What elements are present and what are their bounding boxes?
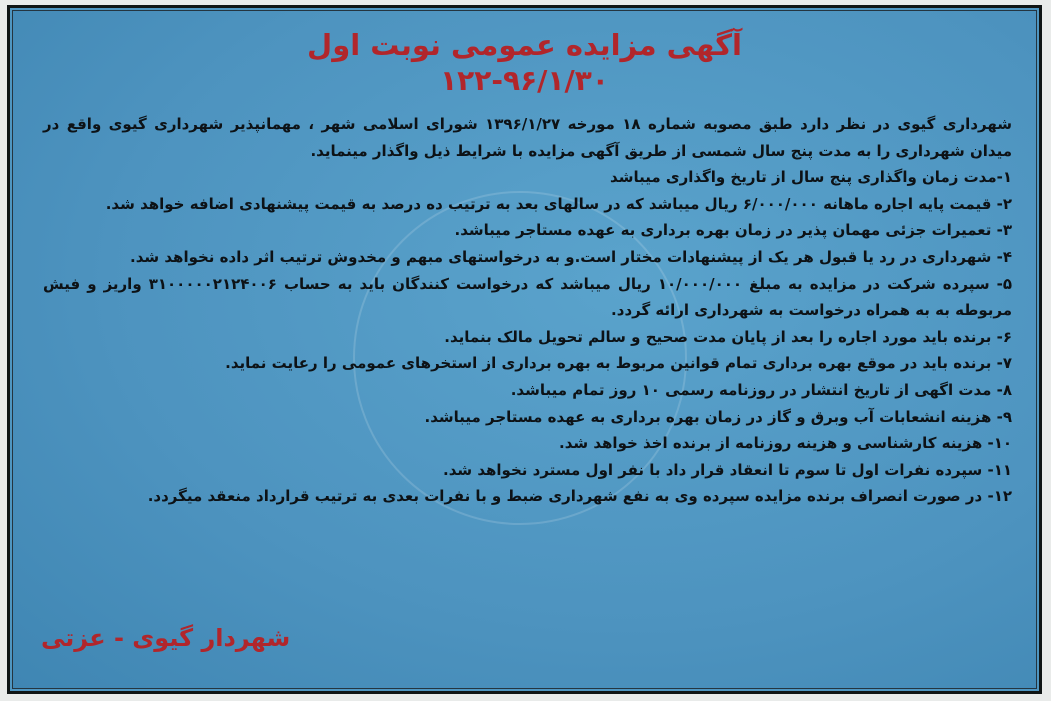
condition-item: ۱۲- در صورت انصراف برنده مزایده سپرده وی به نفع شهرداری ضبط و با نفرات بعدی به ترتیب قرارداد منعقد میگردد.	[147, 487, 1012, 506]
notice-title: آگهی مزایده عمومی نوبت اول	[307, 28, 742, 62]
condition-item: ۱۰- هزینه کارشناسی و هزینه روزنامه از برنده اخذ خواهد شد.	[559, 434, 1012, 453]
notice-number: ۱۲۲-۹۶/۱/۳۰	[440, 64, 609, 97]
condition-item: ۲- قیمت پایه اجاره ماهانه ۶/۰۰۰/۰۰۰ ریال میباشد که در سالهای بعد به ترتیب ده درصد به قیمت پیشنهادی اضافه خواهد شد.	[105, 194, 1012, 213]
notice-panel	[12, 10, 1037, 689]
condition-item: ۴- شهرداری در رد یا قبول هر یک از پیشنهادات مختار است.و به درخواستهای مبهم و مخدوش ترتیب اثر داده نخواهد شد.	[130, 247, 1012, 266]
notice-frame	[7, 5, 1042, 694]
condition-item: ۷- برنده باید در موقع بهره برداری تمام قوانین مربوط به بهره برداری از استخرهای عمومی را رعایت نماید.	[225, 354, 1012, 373]
condition-item: ۳- تعمیرات جزئی مهمان پذیر در زمان بهره برداری به عهده مستاجر میباشد.	[454, 221, 1012, 240]
notice-body	[43, 111, 1012, 510]
notice-intro: شهرداری گیوی در نظر دارد طبق مصوبه شماره ۱۸ مورخه ۱۳۹۶/۱/۲۷ شورای اسلامی شهر ، مهمانپذیر شهرداری گیوی واقع در میدان شهرداری را به مدت پنج سال شمسی از طریق آگهی مزایده با شرایط ذیل واگذار مینماید.	[43, 115, 1012, 160]
signature: شهردار گیوی - عزتی	[41, 624, 291, 652]
condition-item: ۹- هزینه انشعابات آب وبرق و گاز در زمان بهره برداری به عهده مستاجر میباشد.	[424, 407, 1012, 426]
condition-item: ۵- سپرده شرکت در مزایده به مبلغ ۱۰/۰۰۰/۰۰۰ ریال میباشد که درخواست کنندگان باید به حساب ۳۱۰۰۰۰۰۲۱۲۴۰۰۶ واریز و فیش مربوطه به به همراه درخواست به شهرداری ارائه گردد.	[43, 274, 1013, 320]
condition-item: ۶- برنده باید مورد اجاره را بعد از پایان مدت صحیح و سالم تحویل مالک بنماید.	[444, 327, 1012, 346]
condition-item: ۱-مدت زمان واگذاری پنج سال از تاریخ واگذاری میباشد	[610, 168, 1012, 187]
condition-item: ۸- مدت اگهی از تاریخ انتشار در روزنامه رسمی ۱۰ روز تمام میباشد.	[510, 380, 1012, 399]
condition-item: ۱۱- سپرده نفرات اول تا سوم تا انعقاد قرار داد با نفر اول مسترد نخواهد شد.	[443, 460, 1012, 479]
